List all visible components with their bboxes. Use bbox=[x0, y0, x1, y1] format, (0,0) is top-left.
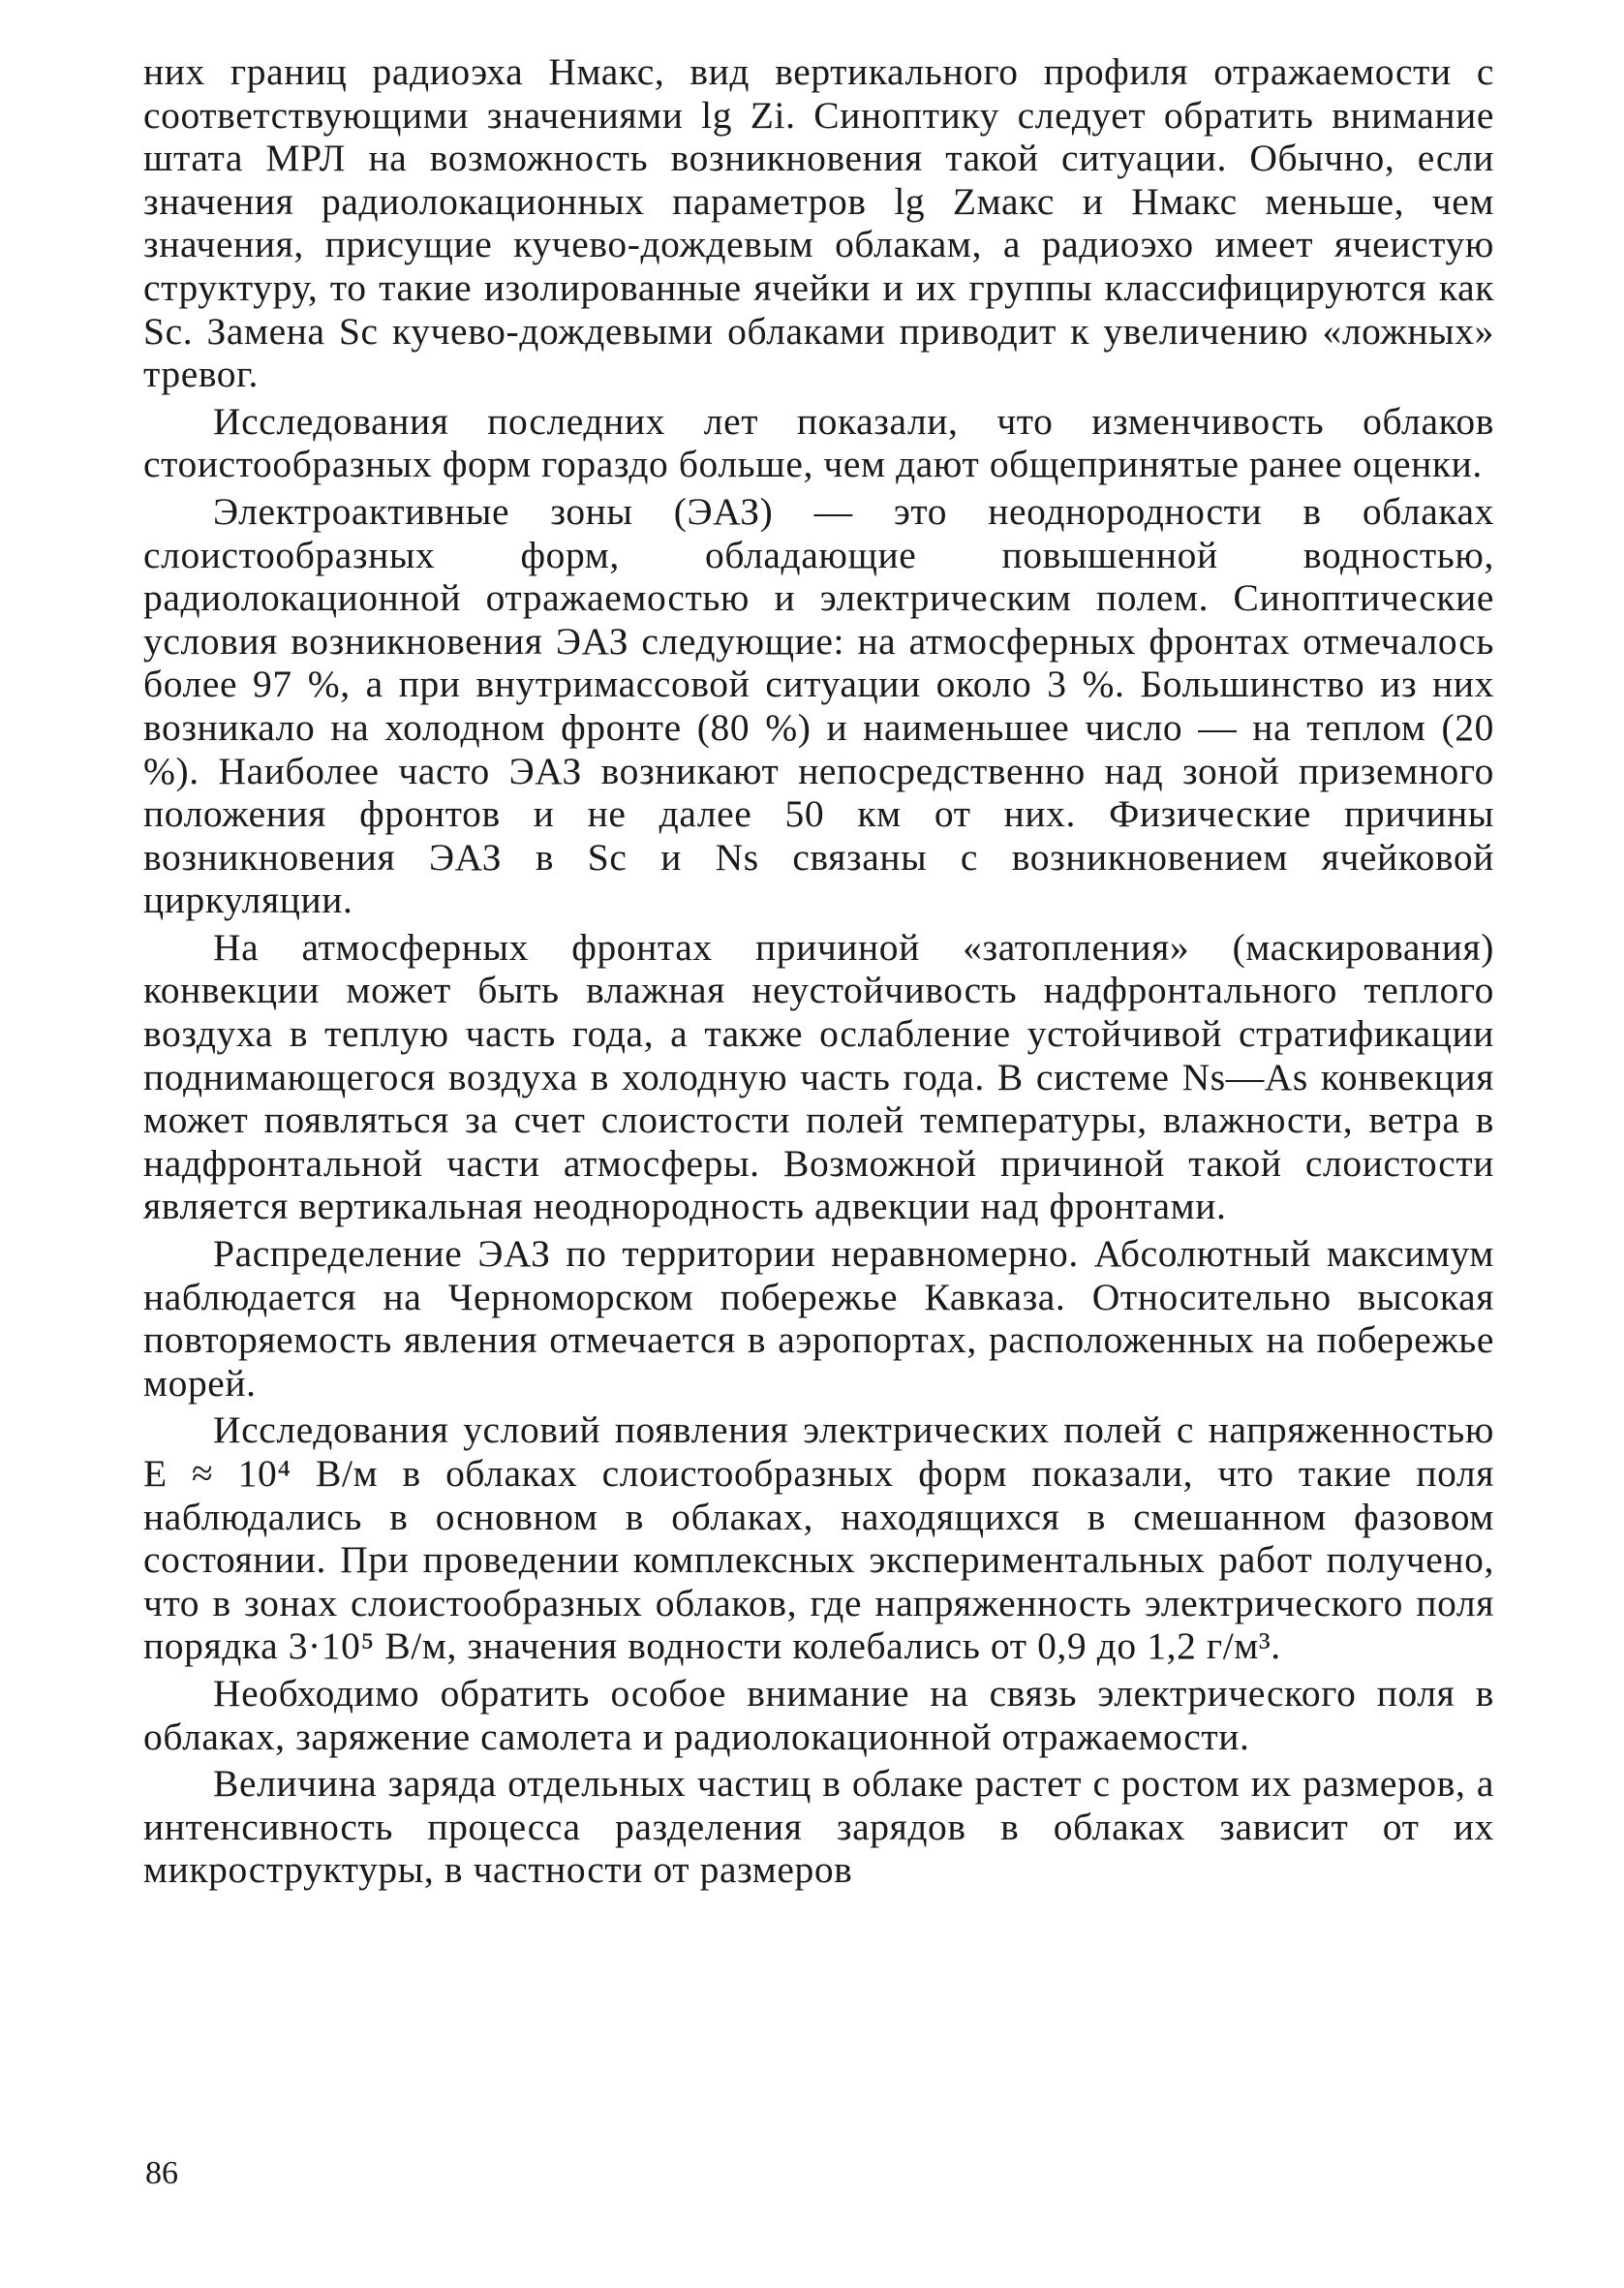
paragraph-3: Электроактивные зоны (ЭАЗ) — это неоднородности в облаках слоистообразных форм, обладающие повышенной водностью, радиолокационной отражаемостью и электрическим полем. Синоптические условия возникновения ЭАЗ следующие: на атмосферных фронтах отмечалось более 97 %, а при внутримассовой ситуации около 3 %. Большинство из них возникало на холодном фронте (80 %) и наименьшее число — на теплом (20 %). Наиболее часто ЭАЗ возникают непосредственно над зоной приземного положения фронтов и не далее 50 км от них. Физические причины возникновения ЭАЗ в Sc и Ns связаны с возникновением ячейковой циркуляции. bbox=[143, 489, 1494, 922]
paragraph-8: Величина заряда отдельных частиц в облаке растет с ростом их размеров, а интенсивность процесса разделения зарядов в облаках зависит от их микроструктуры, в частности от размеров bbox=[143, 1762, 1494, 1892]
paragraph-4: На атмосферных фронтах причиной «затопления» (маскирования) конвекции может быть влажная неустойчивость надфронтального теплого воздуха в теплую часть года, а также ослабление устойчивой стратификации поднимающегося воздуха в холодную часть года. В системе Ns—As конвекция может появляться за счет слоистости полей температуры, влажности, ветра в надфронтальной части атмосферы. Возможной причиной такой слоистости является вертикальная неоднородность адвекции над фронтами. bbox=[143, 925, 1494, 1228]
paragraph-7: Необходимо обратить особое внимание на связь электрического поля в облаках, заряжение самолета и радиолокационной отражаемости. bbox=[143, 1671, 1494, 1758]
paragraph-6: Исследования условий появления электрических полей с напряженностью E ≈ 10⁴ В/м в облаках слоистообразных форм показали, что такие поля наблюдались в основном в облаках, находящихся в смешанном фазовом состоянии. При проведении комплексных экспериментальных работ получено, что в зонах слоистообразных облаков, где напряженность электрического поля порядка 3·10⁵ В/м, значения водности колебались от 0,9 до 1,2 г/м³. bbox=[143, 1408, 1494, 1668]
page-number: 86 bbox=[145, 2155, 178, 2191]
paragraph-2: Исследования последних лет показали, что изменчивость облаков стоистообразных форм гораздо больше, чем дают общепринятые ранее оценки. bbox=[143, 399, 1494, 486]
body-text bbox=[143, 50, 1494, 1896]
paragraph-5: Распределение ЭАЗ по территории неравномерно. Абсолютный максимум наблюдается на Черноморском побережье Кавказа. Относительно высокая повторяемость явления отмечается в аэропортах, расположенных на побережье морей. bbox=[143, 1232, 1494, 1405]
paragraph-1: них границ радиоэха Hмакс, вид вертикального профиля отражаемости с соответствующими значениями lg Zi. Синоптику следует обратить внимание штата МРЛ на возможность возникновения такой ситуации. Обычно, если значения радиолокационных параметров lg Zмакс и Hмакс меньше, чем значения, присущие кучево-дождевым облакам, а радиоэхо имеет ячеистую структуру, то такие изолированные ячейки и их группы классифицируются как Sc. Замена Sc кучево-дождевыми облаками приводит к увеличению «ложных» тревог. bbox=[143, 50, 1494, 396]
